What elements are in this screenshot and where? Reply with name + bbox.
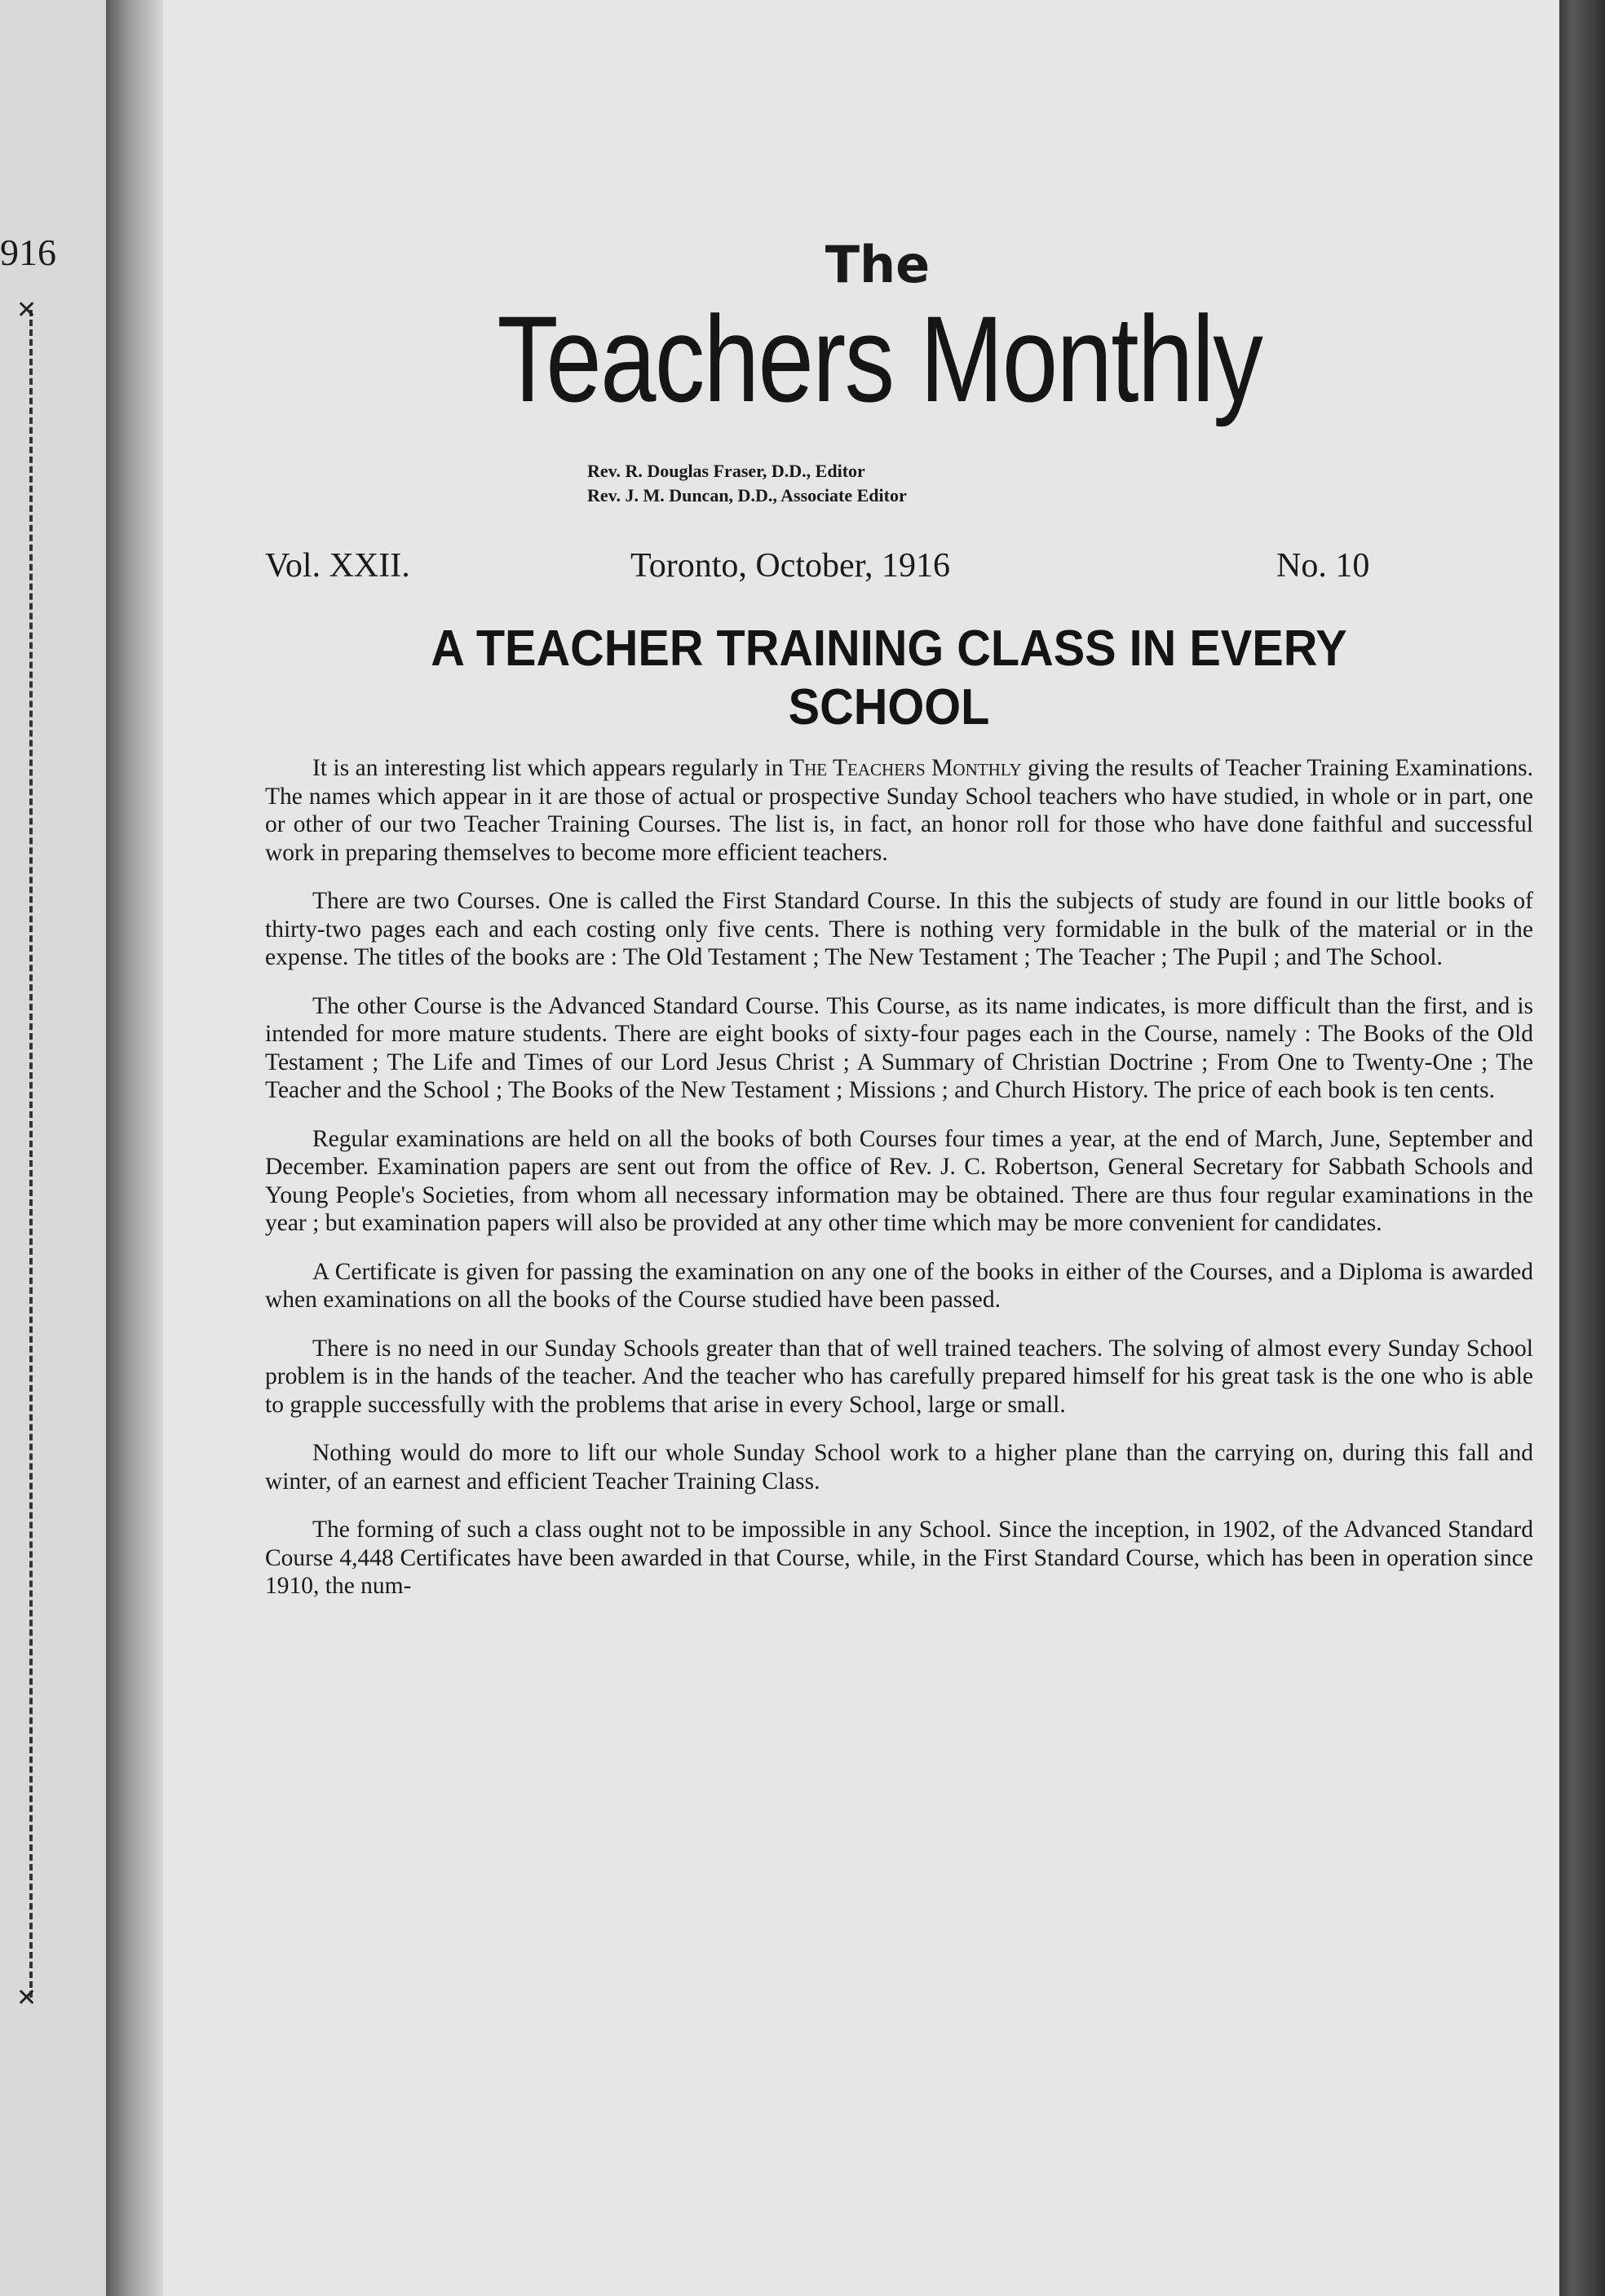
volume-label: Vol. XXII. (265, 547, 410, 585)
masthead-the: The (825, 235, 931, 294)
paragraph: There is no need in our Sunday Schools greater than that of well trained teachers. The solving of almost every Sunday School problem is in the hands of the teacher. And the teacher who has carefully prepared himself for his great task is the one who is able to grapple successfully with the problems that arise in every School, large or small. (265, 1335, 1533, 1418)
paragraph: The forming of such a class ought not to be impossible in any School. Since the inception, in 1902, of the Advanced Standard Course 4,448 Certificates have been awarded in that Course, while, in the First Standard Course, which has been in operation since 1910, the num- (265, 1517, 1533, 1599)
headline-line-1: A TEACHER TRAINING CLASS IN EVERY (431, 620, 1347, 677)
editors-block (587, 459, 907, 508)
associate-editor-line: Rev. J. M. Duncan, D.D., Associate Editor (587, 485, 907, 506)
decorative-dashed-rule (29, 310, 44, 1998)
article-headline (305, 620, 1473, 737)
headline-line-2: SCHOOL (788, 679, 990, 735)
rule-end-ornament-icon: ✕ (16, 296, 38, 325)
place-date-label: Toronto, October, 1916 (630, 547, 950, 585)
magazine-page (163, 0, 1559, 2296)
paragraph: A Certificate is given for passing the examination on any one of the books in either of the Courses, and a Diploma is awarded when examinations on all the books of the Course studied have been passed. (265, 1258, 1533, 1313)
paragraph: There are two Courses. One is called the First Standard Course. In this the subjects of study are found in our little books of thirty-two pages each and each costing only five cents. There is nothing very formidable in the bulk of the material or in the expense. The titles of the books are : The Old Testament ; The New Testament ; The Teacher ; The Pupil ; and The School. (265, 888, 1533, 970)
paragraph (265, 754, 1533, 867)
book-gutter (106, 0, 163, 2296)
facing-page-year-fragment: 916 (0, 232, 56, 273)
facing-page-fragment (0, 0, 106, 2296)
paragraph: Nothing would do more to lift our whole Sunday School work to a higher plane than the carrying on, during this fall and winter, of an earnest and efficient Teacher Training Class. (265, 1440, 1533, 1495)
masthead-title: Teachers Monthly (497, 290, 1262, 427)
rule-end-ornament-icon: ✕ (16, 1984, 38, 2012)
publication-name: The Teachers Monthly (789, 755, 1022, 781)
issue-number-label: No. 10 (1276, 547, 1370, 585)
editor-line: Rev. R. Douglas Fraser, D.D., Editor (587, 461, 865, 481)
paragraph: The other Course is the Advanced Standard Course. This Course, as its name indicates, is more difficult than the first, and is intended for more mature students. There are eight books of sixty-four pages each in the Course, namely : The Books of the Old Testament ; The Life and Times of our Lord Jesus Christ ; A Summary of Christian Doctrine ; From One to Twenty-One ; The Teacher and the School ; The Books of the New Testament ; Missions ; and Church History. The price of each book is ten cents. (265, 992, 1533, 1103)
paragraph-text: It is an interesting list which appears regularly in (312, 755, 790, 781)
paragraph-text: giving the results of Teacher Training Examinations. The names which appear in it are those of actual or prospective Sunday School teachers who have studied, in whole or in part, one or other of our two Teacher Training Courses. The list is, in fact, an honor roll for those who have done faithful and successful work in preparing themselves to become more efficient teachers. (265, 755, 1533, 866)
paragraph: Regular examinations are held on all the books of both Courses four times a year, at the end of March, June, September and December. Examination papers are sent out from the office of Rev. J. C. Robertson, General Secretary for Sabbath Schools and Young People's Societies, from whom all necessary information may be obtained. There are thus four regular examinations in the year ; but examination papers will also be provided at any other time which may be more convenient for candidates. (265, 1125, 1533, 1236)
article-body (265, 754, 1533, 1621)
page-edge-shadow (1559, 0, 1605, 2296)
